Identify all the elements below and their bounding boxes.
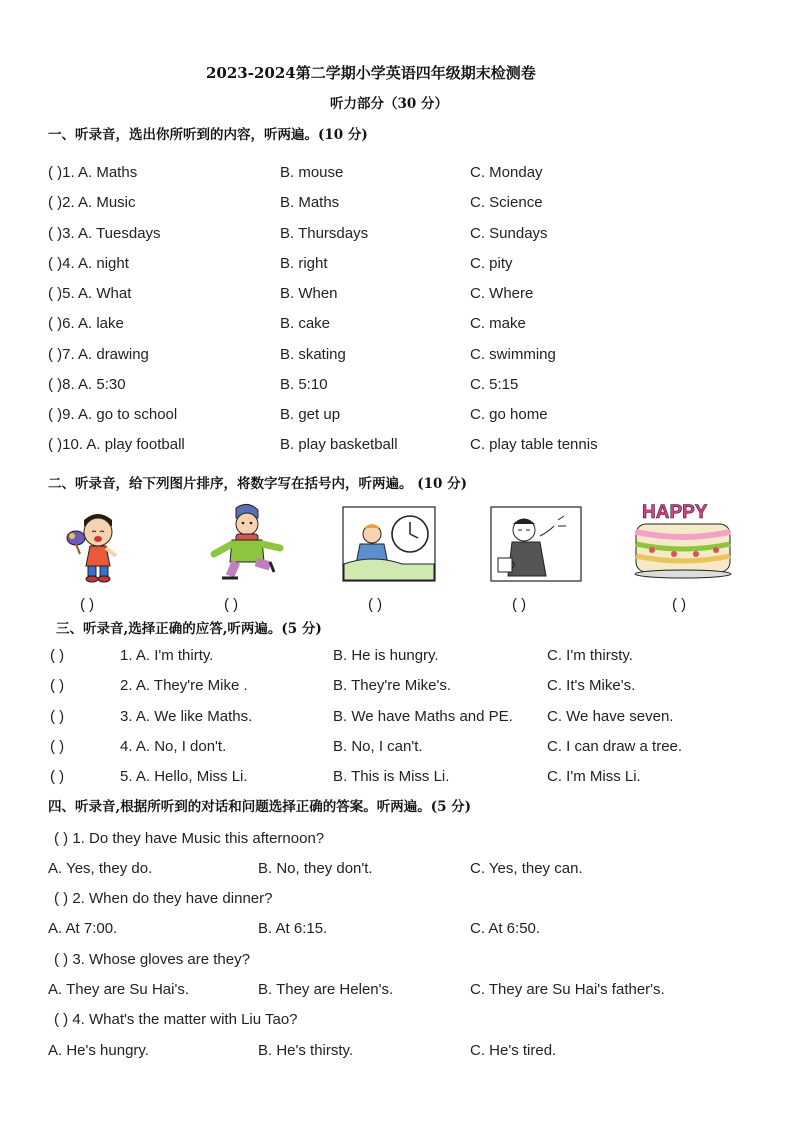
- p3-q2-option-c: C. It's Mike's.: [547, 677, 636, 694]
- q10-option-c: C. play table tennis: [470, 436, 598, 453]
- p3-q5-paren: ( ): [50, 768, 65, 785]
- skating-kid-picture: [200, 502, 288, 588]
- q1-option-b: B. mouse: [280, 164, 344, 181]
- section-2-heading: 二、听录音，给下列图片排序，将数字写在括号内，听两遍。 (10 分): [48, 476, 467, 492]
- picture-1-bracket: ( ): [80, 596, 95, 613]
- crying-boy-picture: [62, 508, 132, 584]
- q1-stem: ( )1. A. Maths: [48, 164, 138, 181]
- p3-q4-option-a: 4. A. No, I don't.: [120, 738, 227, 755]
- section-4-heading: 四、听录音,根据所听到的对话和问题选择正确的答案。听两遍。(5 分): [48, 799, 472, 815]
- q5-option-c: C. Where: [470, 285, 534, 302]
- p3-q3-option-b: B. We have Maths and PE.: [333, 708, 513, 725]
- q5-option-b: B. When: [280, 285, 338, 302]
- p3-q2-option-b: B. They're Mike's.: [333, 677, 451, 694]
- p3-q3-option-c: C. We have seven.: [547, 708, 674, 725]
- q2-option-c: C. Science: [470, 194, 543, 211]
- p3-q5-option-b: B. This is Miss Li.: [333, 768, 450, 785]
- p3-q4-paren: ( ): [50, 738, 65, 755]
- sick-person-picture: [490, 506, 582, 582]
- q8-option-b: B. 5:10: [280, 376, 328, 393]
- q9-option-c: C. go home: [470, 406, 548, 423]
- p3-q5-option-a: 5. A. Hello, Miss Li.: [120, 768, 248, 785]
- section-1-heading: 一、听录音，选出你所听到的内容，听两遍。(10 分): [48, 127, 368, 143]
- q4-option-b: B. right: [280, 255, 328, 272]
- picture-3-bracket: ( ): [368, 596, 383, 613]
- page-subtitle: 听力部分（30 分）: [330, 96, 448, 112]
- p4-q1-question: ( ) 1. Do they have Music this afternoon?: [54, 830, 325, 847]
- p4-q4-option-a: A. He's hungry.: [48, 1042, 149, 1059]
- p3-q3-paren: ( ): [50, 708, 65, 725]
- p4-q1-option-c: C. Yes, they can.: [470, 860, 583, 877]
- q10-stem: ( )10. A. play football: [48, 436, 185, 453]
- p3-q1-option-b: B. He is hungry.: [333, 647, 439, 664]
- q2-option-b: B. Maths: [280, 194, 340, 211]
- wake-up-clock-picture: [342, 506, 436, 582]
- q1-option-c: C. Monday: [470, 164, 543, 181]
- q3-option-c: C. Sundays: [470, 225, 548, 242]
- p4-q3-option-c: C. They are Su Hai's father's.: [470, 981, 665, 998]
- q10-option-b: B. play basketball: [280, 436, 398, 453]
- page-title: 2023-2024第二学期小学英语四年级期末检测卷: [206, 64, 536, 82]
- q4-option-c: C. pity: [470, 255, 513, 272]
- p4-q1-option-b: B. No, they don't.: [258, 860, 373, 877]
- p4-q1-option-a: A. Yes, they do.: [48, 860, 153, 877]
- p3-q1-option-a: 1. A. I'm thirty.: [120, 647, 214, 664]
- q4-stem: ( )4. A. night: [48, 255, 129, 272]
- p4-q3-question: ( ) 3. Whose gloves are they?: [54, 951, 250, 968]
- p4-q4-option-c: C. He's tired.: [470, 1042, 557, 1059]
- q7-option-c: C. swimming: [470, 346, 556, 363]
- p3-q5-option-c: C. I'm Miss Li.: [547, 768, 641, 785]
- q6-option-c: C. make: [470, 315, 526, 332]
- p3-q4-option-c: C. I can draw a tree.: [547, 738, 683, 755]
- q8-option-c: C. 5:15: [470, 376, 519, 393]
- p3-q2-paren: ( ): [50, 677, 65, 694]
- p4-q2-option-b: B. At 6:15.: [258, 920, 328, 937]
- q7-option-b: B. skating: [280, 346, 346, 363]
- q3-option-b: B. Thursdays: [280, 225, 369, 242]
- q3-stem: ( )3. A. Tuesdays: [48, 225, 161, 242]
- p4-q2-option-c: C. At 6:50.: [470, 920, 541, 937]
- p3-q2-option-a: 2. A. They're Mike .: [120, 677, 248, 694]
- birthday-cake-picture: [630, 498, 736, 580]
- q9-stem: ( )9. A. go to school: [48, 406, 178, 423]
- section-3-heading: 三、听录音,选择正确的应答,听两遍。(5 分): [56, 621, 322, 637]
- p4-q3-option-b: B. They are Helen's.: [258, 981, 394, 998]
- q8-stem: ( )8. A. 5:30: [48, 376, 126, 393]
- q2-stem: ( )2. A. Music: [48, 194, 136, 211]
- q7-stem: ( )7. A. drawing: [48, 346, 149, 363]
- q9-option-b: B. get up: [280, 406, 341, 423]
- p4-q4-question: ( ) 4. What's the matter with Liu Tao?: [54, 1011, 298, 1028]
- cake-happy-text: HAPPY: [642, 502, 708, 523]
- picture-2-bracket: ( ): [224, 596, 239, 613]
- picture-4-bracket: ( ): [512, 596, 527, 613]
- q6-option-b: B. cake: [280, 315, 331, 332]
- picture-5-bracket: ( ): [672, 596, 687, 613]
- p4-q2-option-a: A. At 7:00.: [48, 920, 118, 937]
- q6-stem: ( )6. A. lake: [48, 315, 124, 332]
- p3-q1-option-c: C. I'm thirsty.: [547, 647, 633, 664]
- p3-q1-paren: ( ): [50, 647, 65, 664]
- q5-stem: ( )5. A. What: [48, 285, 132, 302]
- p3-q4-option-b: B. No, I can't.: [333, 738, 423, 755]
- p4-q2-question: ( ) 2. When do they have dinner?: [54, 890, 273, 907]
- p4-q4-option-b: B. He's thirsty.: [258, 1042, 354, 1059]
- p4-q3-option-a: A. They are Su Hai's.: [48, 981, 189, 998]
- p3-q3-option-a: 3. A. We like Maths.: [120, 708, 253, 725]
